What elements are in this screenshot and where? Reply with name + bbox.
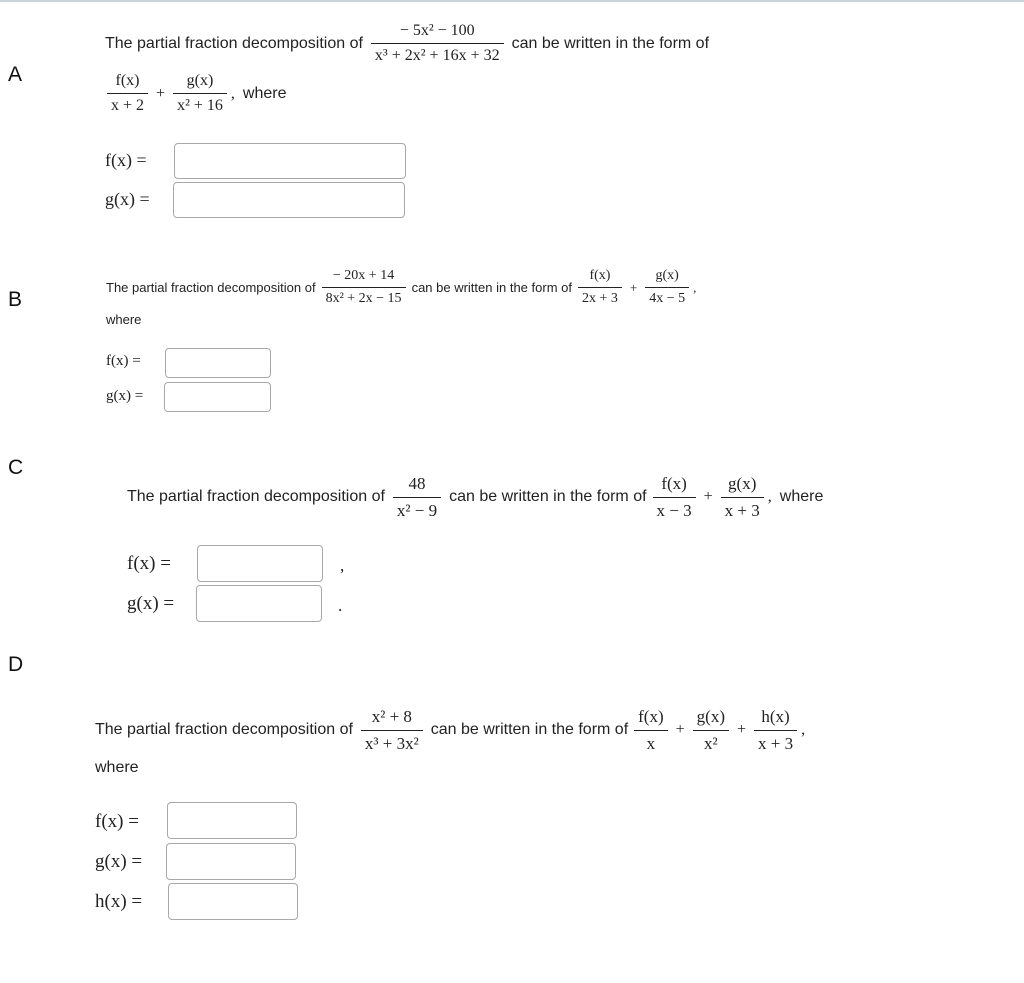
fraction-bar bbox=[393, 497, 441, 498]
fraction-numerator: − 20x + 14 bbox=[332, 268, 395, 283]
problem-d-where bbox=[95, 759, 139, 777]
problem-c-statement bbox=[127, 474, 823, 520]
fraction-denominator: x + 2 bbox=[111, 97, 145, 115]
label-f: f(x) = bbox=[105, 150, 147, 170]
plus-sign: + bbox=[629, 279, 638, 295]
answer-input-f[interactable] bbox=[165, 348, 271, 378]
answer-input-g[interactable] bbox=[164, 382, 271, 412]
fraction-numerator: − 5x² − 100 bbox=[399, 22, 475, 39]
fraction-numerator: g(x) bbox=[728, 474, 757, 493]
problem-b-where bbox=[106, 312, 141, 327]
where-text: where bbox=[95, 759, 139, 776]
problem-letter-c: C bbox=[8, 456, 24, 479]
answer-input-g[interactable] bbox=[173, 182, 405, 218]
fraction-numerator: g(x) bbox=[655, 268, 679, 283]
form-fraction-g bbox=[173, 72, 227, 116]
mid-text: can be written in the form of bbox=[511, 34, 710, 52]
mid-text: can be written in the form of bbox=[411, 280, 572, 296]
fraction-bar bbox=[322, 287, 406, 288]
problem-letter-b: B bbox=[8, 288, 23, 311]
problem-a-form bbox=[103, 72, 286, 116]
problem-a-statement bbox=[105, 22, 709, 66]
label-g: g(x) = bbox=[106, 388, 144, 404]
given-fraction bbox=[322, 268, 406, 307]
fraction-denominator: x² − 9 bbox=[396, 500, 438, 520]
fraction-bar bbox=[693, 730, 729, 731]
fraction-numerator: g(x) bbox=[186, 72, 214, 89]
fraction-denominator: x² bbox=[704, 733, 718, 753]
intro-text: The partial fraction decomposition of bbox=[106, 280, 316, 296]
fraction-bar bbox=[754, 730, 797, 731]
label-g: g(x) = bbox=[127, 593, 175, 614]
plus-sign: + bbox=[675, 721, 685, 739]
comma: , bbox=[801, 721, 806, 739]
answer-input-f[interactable] bbox=[174, 143, 406, 179]
comma: , bbox=[767, 488, 772, 506]
label-g: g(x) = bbox=[105, 189, 150, 209]
problem-d-statement bbox=[95, 707, 805, 753]
intro-text: The partial fraction decomposition of bbox=[95, 721, 353, 739]
fraction-denominator: 8x² + 2x − 15 bbox=[325, 291, 402, 307]
fraction-denominator: 2x + 3 bbox=[581, 291, 618, 307]
given-fraction bbox=[361, 707, 423, 753]
intro-text: The partial fraction decomposition of bbox=[127, 488, 385, 506]
fraction-bar bbox=[107, 93, 148, 94]
terminal-period: . bbox=[338, 596, 343, 615]
fraction-numerator: f(x) bbox=[638, 707, 664, 726]
plus-sign: + bbox=[703, 488, 713, 506]
plus-sign: + bbox=[156, 84, 166, 102]
form-fraction-f bbox=[578, 268, 622, 307]
fraction-bar bbox=[361, 730, 423, 731]
fraction-numerator: x² + 8 bbox=[371, 707, 412, 726]
fraction-denominator: x² + 16 bbox=[177, 97, 223, 115]
top-divider bbox=[0, 0, 1024, 2]
form-fraction-h bbox=[754, 707, 797, 753]
fraction-numerator: h(x) bbox=[761, 707, 790, 726]
label-f: f(x) = bbox=[106, 353, 141, 369]
label-f: f(x) = bbox=[95, 811, 139, 832]
form-fraction-g bbox=[693, 707, 729, 753]
mid-text: can be written in the form of bbox=[449, 488, 647, 506]
fraction-denominator: x³ + 3x² bbox=[364, 733, 419, 753]
comma: , bbox=[230, 84, 235, 102]
fraction-numerator: f(x) bbox=[661, 474, 687, 493]
form-fraction-f bbox=[634, 707, 667, 753]
where-text: where bbox=[242, 84, 287, 102]
form-fraction-g bbox=[721, 474, 764, 520]
fraction-bar bbox=[653, 497, 696, 498]
label-g: g(x) = bbox=[95, 851, 143, 872]
where-text: where bbox=[779, 488, 824, 506]
fraction-denominator: x³ + 2x² + 16x + 32 bbox=[374, 47, 500, 65]
mid-text: can be written in the form of bbox=[430, 721, 629, 739]
fraction-denominator: x − 3 bbox=[656, 500, 692, 520]
fraction-bar bbox=[173, 93, 227, 94]
separator-comma: , bbox=[340, 556, 345, 575]
given-fraction bbox=[393, 474, 441, 520]
answer-input-g[interactable] bbox=[166, 843, 296, 880]
comma: , bbox=[693, 279, 697, 295]
fraction-denominator: x + 3 bbox=[758, 733, 794, 753]
problem-b-statement bbox=[106, 268, 696, 307]
fraction-bar bbox=[578, 287, 622, 288]
form-fraction-f bbox=[653, 474, 696, 520]
fraction-numerator: f(x) bbox=[589, 268, 611, 283]
form-fraction-f bbox=[107, 72, 148, 116]
answer-input-f[interactable] bbox=[197, 545, 323, 582]
fraction-denominator: x + 3 bbox=[724, 500, 760, 520]
fraction-numerator: f(x) bbox=[115, 72, 140, 89]
problem-letter-d: D bbox=[8, 653, 24, 676]
fraction-numerator: 48 bbox=[408, 474, 426, 493]
fraction-numerator: g(x) bbox=[696, 707, 725, 726]
given-fraction bbox=[371, 22, 504, 66]
fraction-bar bbox=[721, 497, 764, 498]
intro-text: The partial fraction decomposition of bbox=[105, 34, 363, 52]
fraction-denominator: x bbox=[646, 733, 656, 753]
plus-sign-2: + bbox=[736, 721, 747, 739]
answer-input-g[interactable] bbox=[196, 585, 322, 622]
where-text: where bbox=[106, 312, 142, 327]
label-f: f(x) = bbox=[127, 553, 171, 574]
fraction-denominator: 4x − 5 bbox=[649, 291, 686, 307]
answer-input-h[interactable] bbox=[168, 883, 298, 920]
label-h: h(x) = bbox=[95, 891, 143, 912]
form-fraction-g bbox=[645, 268, 689, 307]
answer-input-f[interactable] bbox=[167, 802, 297, 839]
fraction-bar bbox=[634, 730, 667, 731]
fraction-bar bbox=[645, 287, 689, 288]
problem-letter-a: A bbox=[8, 63, 23, 86]
fraction-bar bbox=[371, 43, 504, 44]
